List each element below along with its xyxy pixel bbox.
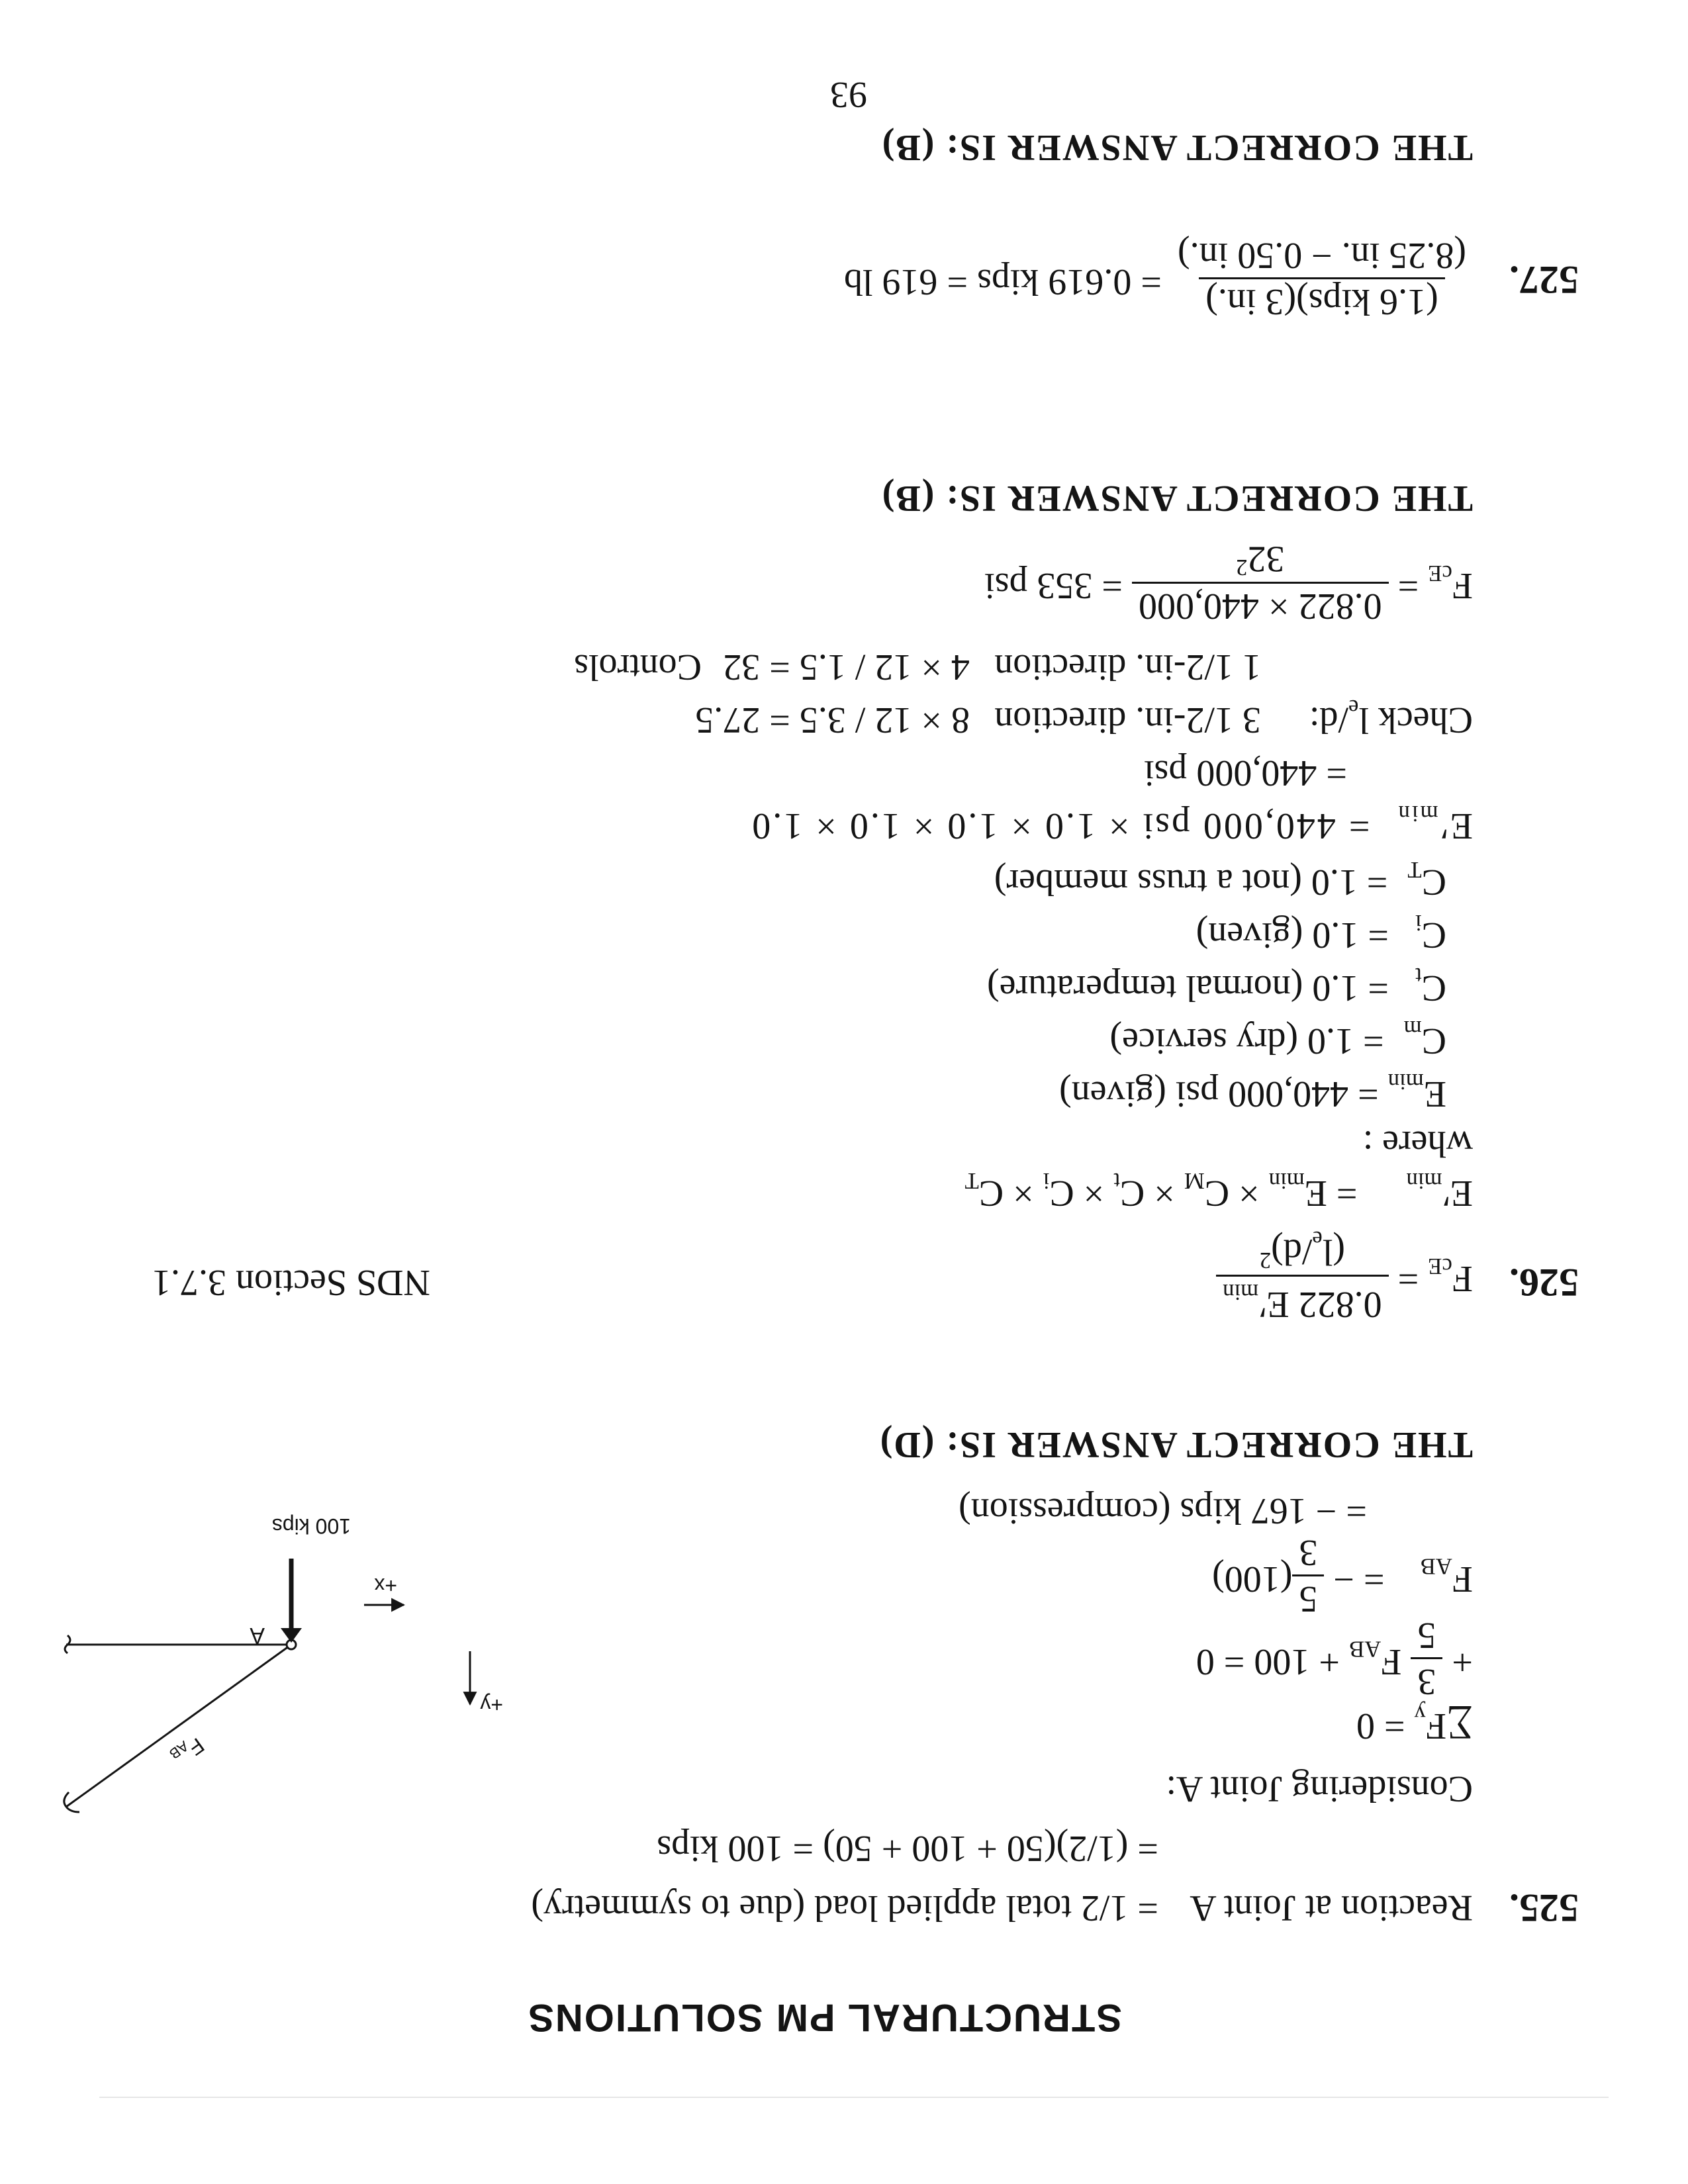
p526-where-ci: $C_i= 1.0$ (given) [1196, 909, 1446, 956]
p527-fraction: (1.6 kips)(3 in.) (8.25 in. − 0.50 in.) [1178, 235, 1466, 322]
p525-fab-calc [1212, 1533, 1473, 1618]
p525-reaction-value: = 1/2 total applied load (due to symmetry) [531, 1888, 1158, 1929]
load-arrow-head-icon [281, 1628, 302, 1643]
member-label: $F_{AB}$ [166, 1733, 209, 1763]
p525-fab-den: 3 [1299, 1532, 1318, 1574]
p525-eq-rest: + 100 = 0 [1196, 1641, 1350, 1682]
p526-fce-lhs: F [1452, 1258, 1473, 1300]
member-label-group [166, 1730, 209, 1772]
p526-fce-num: 0.822 $E'_{min}$ [1216, 1275, 1388, 1324]
p526-check-dir-1: 3 1/2-in. direction [994, 700, 1261, 741]
p525-eq-var-sub: AB [1349, 1636, 1382, 1662]
page-number: 93 [830, 74, 867, 115]
p526-fce-lhs-sub: cE [1428, 1253, 1452, 1279]
p527-answer: THE CORRECT ANSWER IS: (B) [880, 127, 1473, 168]
p525-eq-num: 3 [1411, 1657, 1442, 1701]
p525-reaction-calc: = (1/2)(50 + 100 + 50) = 100 kips [657, 1828, 1158, 1869]
p526-reference: NDS Section 3.7.1 [152, 1262, 430, 1303]
p526-fce-den: $(l_e/d)^2$ [1259, 1226, 1345, 1274]
p526-check-dir-2: 1 1/2-in. direction [994, 647, 1261, 688]
p526-emin-result: $E'_{min}= 440,000$ psi × 1.0 × 1.0 × 1.0 × 1.0 [750, 800, 1473, 846]
p526-final-calc: $F_{cE}$ = 0.822 × 440,000 $32^2$ = 353 psi [984, 538, 1473, 627]
p525-fab-sub: AB [1420, 1553, 1452, 1580]
p525-eq-fraction [1411, 1615, 1442, 1701]
p526-check-val-2: 4 × 12 / 1.5 = 32 [723, 647, 970, 688]
p526-fce-eq: = [1388, 1258, 1429, 1300]
p526-check-val-1: 8 × 12 / 3.5 = 27.5 [695, 700, 970, 741]
p525-result: = − 167 kips (compression) [959, 1490, 1367, 1531]
p526-check-note: Controls [574, 647, 702, 688]
p525-considering: Considering Joint A: [1166, 1768, 1473, 1809]
p525-joint-diagram [33, 1456, 662, 1827]
p525-reaction-label: Reaction at Joint A [1190, 1888, 1473, 1929]
p526-emin-result-2: = 440,000 psi [1144, 752, 1347, 794]
p525-fab-eq: = − [1333, 1558, 1385, 1600]
page-title: STRUCTURAL PM SOLUTIONS [527, 1996, 1122, 2039]
p525-sum-fy-var: ∑F [1425, 1706, 1473, 1747]
p526-fce-formula [1216, 1227, 1473, 1324]
p525-eq-den: 5 [1417, 1615, 1436, 1657]
p525-eq-var: F [1381, 1641, 1402, 1682]
joint-a-label: A [250, 1623, 265, 1648]
p525-fab-rest: (100) [1212, 1558, 1293, 1600]
scan-edge-line [99, 2097, 1609, 2098]
p525-equilibrium [1196, 1615, 1473, 1701]
p526-answer: THE CORRECT ANSWER IS: (B) [880, 478, 1473, 519]
p526-check-label: Check $l_e/d$: [1309, 694, 1473, 741]
member-ab-line [66, 1645, 291, 1807]
problem-527-number: 527. [1509, 258, 1579, 302]
x-axis-label: +x [374, 1574, 397, 1598]
problem-526-number: 526. [1509, 1261, 1579, 1304]
problem-525-number: 525. [1509, 1886, 1579, 1930]
p526-where: where : [1362, 1123, 1473, 1164]
p525-fab-var: F [1452, 1558, 1473, 1600]
load-label: 100 kips [271, 1514, 351, 1538]
p526-fce-fraction [1216, 1227, 1388, 1324]
y-axis-label: +y [480, 1693, 503, 1717]
p526-where-emin: $E_{min} = 440,000$ psi (given) [1059, 1068, 1446, 1115]
p526-where-cm: $C_m= 1.0$ (dry service) [1109, 1015, 1446, 1062]
p525-answer: THE CORRECT ANSWER IS: (D) [878, 1424, 1473, 1465]
p525-sum-fy-sub: y [1414, 1700, 1426, 1727]
p527-calc: (1.6 kips)(3 in.) (8.25 in. − 0.50 in.) = 0.619 kips = 619 lb [844, 236, 1473, 321]
p526-emin-formula: $E'_{min} = E_{min} \times C_M \times C_t \times C_i \times C_T$ [964, 1167, 1473, 1214]
p525-fab-num: 5 [1292, 1574, 1324, 1618]
p525-fab-fraction [1292, 1533, 1324, 1618]
p526-final-fraction: 0.822 × 440,000 $32^2$ [1132, 539, 1389, 625]
p525-eq-sign: + [1452, 1641, 1473, 1682]
p526-where-cT: $C_T= 1.0$ (not a truss member) [994, 856, 1446, 903]
p526-where-ct: $C_t= 1.0$ (normal temperature) [987, 962, 1446, 1009]
p525-sum-fy-rest: = 0 [1356, 1706, 1415, 1747]
